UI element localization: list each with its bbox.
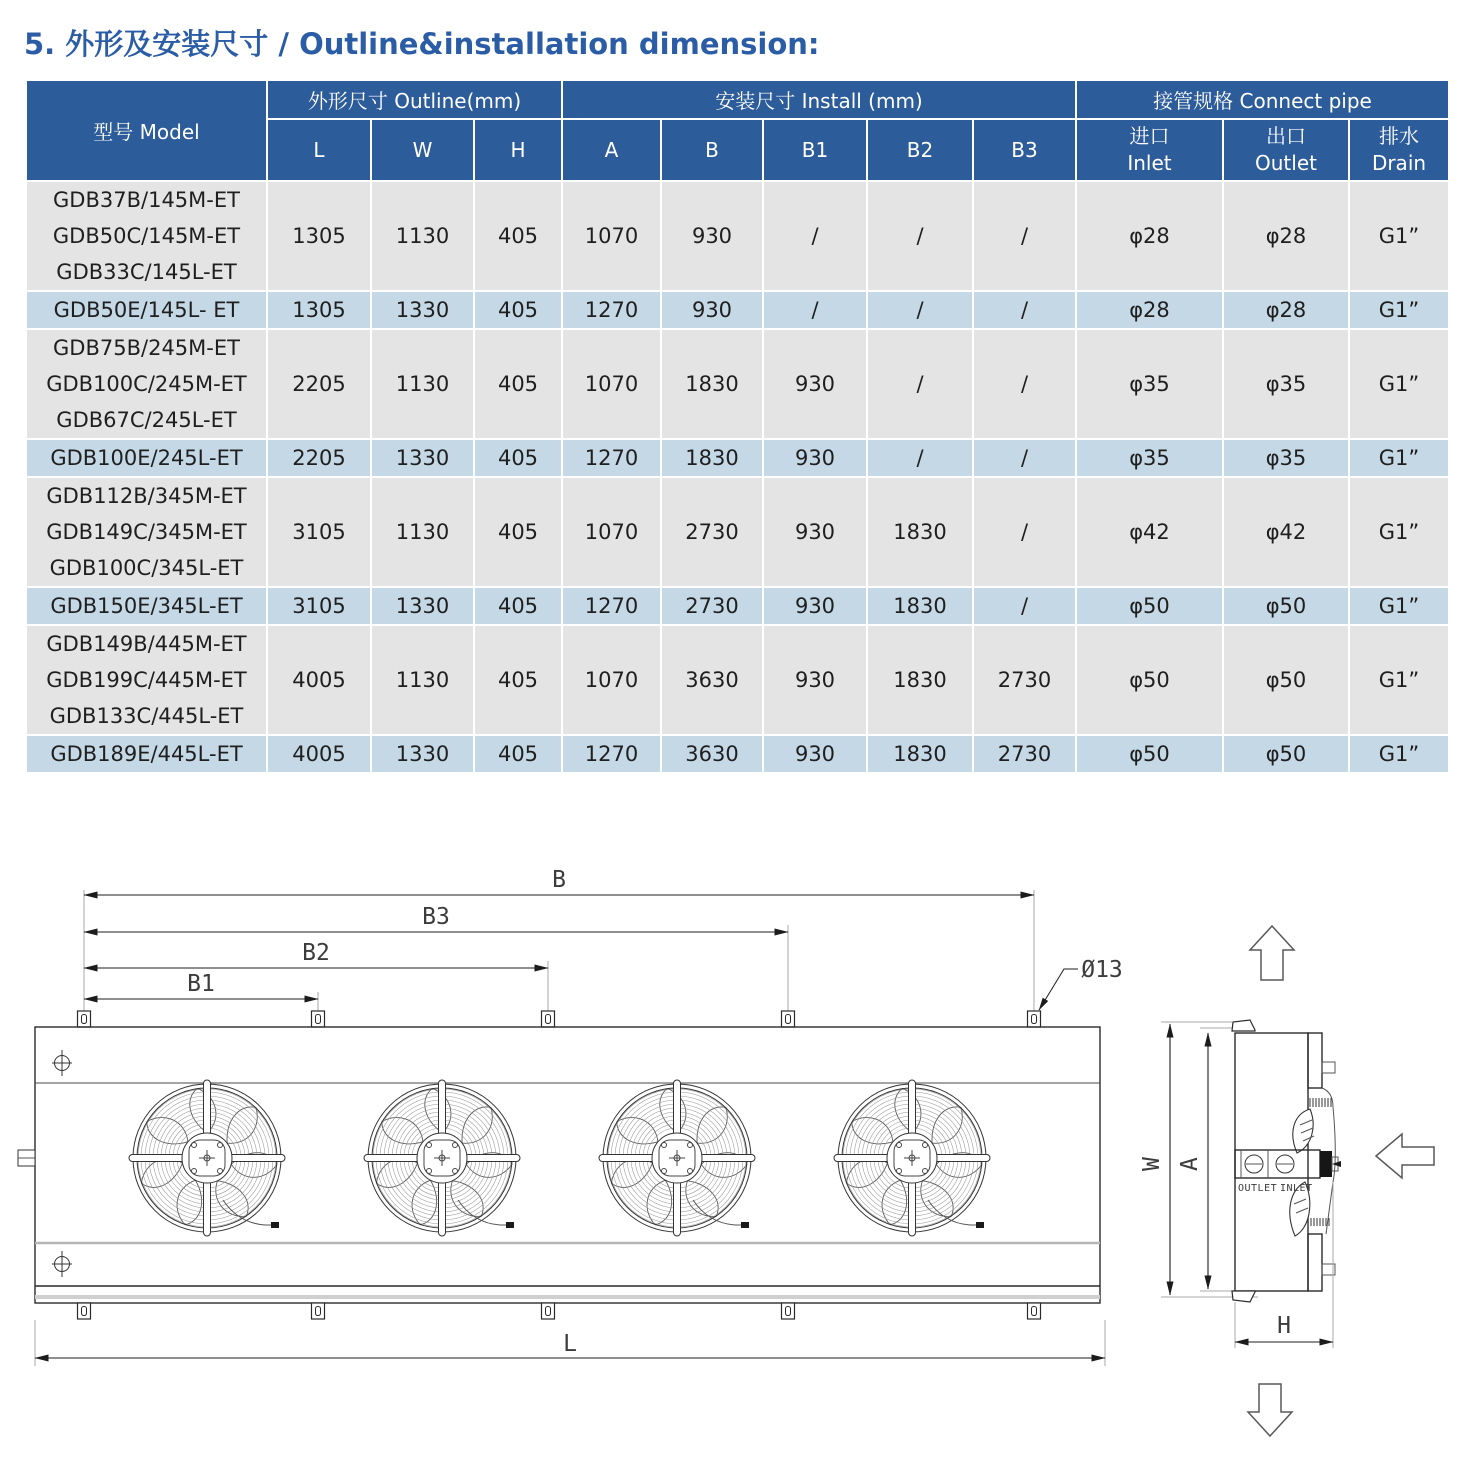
mounting-bracket <box>78 1303 91 1319</box>
value-cell: φ42 <box>1076 477 1223 587</box>
value-cell: 1270 <box>562 291 661 329</box>
shroud-hatch-top <box>1310 1098 1331 1107</box>
value-cell: 1070 <box>562 181 661 291</box>
mounting-brackets-bottom <box>78 1303 1041 1319</box>
value-cell: G1” <box>1349 477 1449 587</box>
table-row <box>26 181 1449 291</box>
mounting-bracket <box>782 1011 795 1027</box>
value-cell: G1” <box>1349 587 1449 625</box>
header-pipe-group: 接管规格 Connect pipe <box>1076 80 1449 119</box>
table-row <box>26 735 1449 773</box>
value-cell: / <box>867 439 973 477</box>
table-row <box>26 291 1449 329</box>
value-cell: φ50 <box>1076 735 1223 773</box>
h-dimension <box>1235 1182 1333 1348</box>
model-cell: GDB50E/145L- ET <box>26 291 267 329</box>
table-row <box>26 329 1449 439</box>
centerline-mark <box>52 1050 72 1076</box>
outlet-label: OUTLET <box>1238 1183 1278 1194</box>
header-col-outlet <box>1223 119 1349 181</box>
value-cell: 1130 <box>371 329 474 439</box>
value-cell: 1830 <box>661 439 763 477</box>
value-cell: / <box>763 291 867 329</box>
header-install-group: 安装尺寸 Install (mm) <box>562 80 1076 119</box>
value-cell: 3630 <box>661 625 763 735</box>
value-cell: / <box>973 329 1076 439</box>
value-cell: φ28 <box>1223 291 1349 329</box>
header-drain-en: Drain <box>1371 151 1427 175</box>
header-col-b2: B2 <box>867 119 973 181</box>
value-cell: 930 <box>661 181 763 291</box>
value-cell: 1270 <box>562 735 661 773</box>
value-cell: / <box>763 181 867 291</box>
fan-front <box>364 1080 520 1236</box>
value-cell: 1330 <box>371 439 474 477</box>
model-cell: GDB149B/445M-ET GDB199C/445M-ET GDB133C/445L-ET <box>26 625 267 735</box>
value-cell: 405 <box>474 477 562 587</box>
value-cell: / <box>973 439 1076 477</box>
value-cell: / <box>867 329 973 439</box>
value-cell: G1” <box>1349 735 1449 773</box>
model-cell: GDB150E/345L-ET <box>26 587 267 625</box>
header-inlet-zh: 进口 <box>1129 124 1170 148</box>
value-cell: 2730 <box>661 587 763 625</box>
value-cell: / <box>867 291 973 329</box>
mounting-bracket <box>78 1011 91 1027</box>
header-outlet-zh: 出口 <box>1266 124 1306 148</box>
value-cell: 1070 <box>562 477 661 587</box>
value-cell: 930 <box>763 735 867 773</box>
hole-leader-line <box>1039 969 1078 1010</box>
value-cell: 3630 <box>661 735 763 773</box>
centerline-mark <box>52 1251 72 1277</box>
top-flap <box>1232 1020 1255 1031</box>
dim-label-b1: B1 <box>187 971 215 997</box>
header-model: 型号 Model <box>26 80 267 181</box>
hole-diameter-note: Ø13 <box>1081 957 1123 983</box>
technical-drawing <box>0 820 1469 1457</box>
value-cell: 1330 <box>371 587 474 625</box>
table-row <box>26 587 1449 625</box>
value-cell: 2730 <box>973 625 1076 735</box>
header-col-h: H <box>474 119 562 181</box>
value-cell: 1070 <box>562 625 661 735</box>
shroud-hatch-bottom <box>1308 1218 1329 1226</box>
mounting-bracket <box>312 1011 325 1027</box>
header-col-w: W <box>371 119 474 181</box>
value-cell: φ50 <box>1223 587 1349 625</box>
value-cell: 1330 <box>371 735 474 773</box>
value-cell: φ28 <box>1076 291 1223 329</box>
dim-label-a: A <box>1177 1157 1203 1171</box>
airflow-up-arrow <box>1250 926 1294 980</box>
table-row <box>26 477 1449 587</box>
value-cell: φ50 <box>1223 625 1349 735</box>
value-cell: 1070 <box>562 329 661 439</box>
dim-label-b3: B3 <box>422 904 450 930</box>
header-drain-zh: 排水 <box>1379 124 1419 148</box>
model-cell: GDB189E/445L-ET <box>26 735 267 773</box>
value-cell: G1” <box>1349 439 1449 477</box>
value-cell: 930 <box>763 625 867 735</box>
fan-motor <box>1320 1151 1332 1177</box>
value-cell: 930 <box>763 477 867 587</box>
value-cell: 405 <box>474 181 562 291</box>
mounting-bracket <box>1028 1303 1041 1319</box>
model-cell: GDB37B/145M-ET GDB50C/145M-ET GDB33C/145L-ET <box>26 181 267 291</box>
header-col-drain <box>1349 119 1449 181</box>
value-cell: 3105 <box>267 587 371 625</box>
value-cell: φ35 <box>1223 439 1349 477</box>
value-cell: 1830 <box>867 625 973 735</box>
value-cell: φ35 <box>1223 329 1349 439</box>
fan-front <box>599 1080 755 1236</box>
dim-label-h: H <box>1277 1313 1291 1339</box>
airflow-down-arrow <box>1248 1384 1292 1436</box>
value-cell: 4005 <box>267 735 371 773</box>
unit-side-profile <box>1232 1020 1341 1302</box>
header-inlet-en: Inlet <box>1127 151 1172 175</box>
dim-label-l: L <box>563 1331 577 1357</box>
value-cell: G1” <box>1349 625 1449 735</box>
value-cell: 1830 <box>867 735 973 773</box>
value-cell: 930 <box>661 291 763 329</box>
model-cell: GDB100E/245L-ET <box>26 439 267 477</box>
header-outlet-en: Outlet <box>1255 151 1317 175</box>
dim-label-w: W <box>1139 1157 1165 1171</box>
header-col-b1: B1 <box>763 119 867 181</box>
model-cell: GDB112B/345M-ET GDB149C/345M-ET GDB100C/345L-ET <box>26 477 267 587</box>
value-cell: G1” <box>1349 291 1449 329</box>
value-cell: / <box>973 587 1076 625</box>
page-title: 5. 外形及安装尺寸 / Outline&installation dimension: <box>24 27 820 61</box>
value-cell: 1830 <box>661 329 763 439</box>
value-cell: 405 <box>474 291 562 329</box>
value-cell: 1130 <box>371 625 474 735</box>
value-cell: 1305 <box>267 181 371 291</box>
value-cell: φ28 <box>1223 181 1349 291</box>
table-row <box>26 439 1449 477</box>
model-cell: GDB75B/245M-ET GDB100C/245M-ET GDB67C/245L-ET <box>26 329 267 439</box>
value-cell: 405 <box>474 587 562 625</box>
table-row <box>26 625 1449 735</box>
value-cell: / <box>973 477 1076 587</box>
value-cell: 930 <box>763 439 867 477</box>
side-view <box>1139 926 1434 1436</box>
value-cell: φ50 <box>1076 625 1223 735</box>
value-cell: 2730 <box>661 477 763 587</box>
value-cell: φ35 <box>1076 329 1223 439</box>
side-dimensions <box>1139 1022 1258 1297</box>
value-cell: 405 <box>474 439 562 477</box>
value-cell: 1270 <box>562 587 661 625</box>
dim-label-b2: B2 <box>302 940 330 966</box>
value-cell: 405 <box>474 735 562 773</box>
header-col-l: L <box>267 119 371 181</box>
value-cell: φ50 <box>1076 587 1223 625</box>
mounting-bracket <box>542 1011 555 1027</box>
value-cell: 2730 <box>973 735 1076 773</box>
value-cell: φ35 <box>1076 439 1223 477</box>
header-col-b: B <box>661 119 763 181</box>
value-cell: / <box>973 181 1076 291</box>
header-outline-group: 外形尺寸 Outline(mm) <box>267 80 562 119</box>
value-cell: 2205 <box>267 329 371 439</box>
fan-front <box>834 1080 990 1236</box>
value-cell: φ28 <box>1076 181 1223 291</box>
dimension-table <box>25 79 1450 774</box>
value-cell: 1130 <box>371 477 474 587</box>
value-cell: 1270 <box>562 439 661 477</box>
header-col-a: A <box>562 119 661 181</box>
header-col-b3: B3 <box>973 119 1076 181</box>
mounting-brackets-top <box>78 1011 1041 1027</box>
value-cell: 1830 <box>867 477 973 587</box>
value-cell: / <box>973 291 1076 329</box>
mounting-bracket <box>542 1303 555 1319</box>
inlet-label: INLET <box>1280 1183 1313 1194</box>
value-cell: 4005 <box>267 625 371 735</box>
mounting-bracket <box>312 1303 325 1319</box>
value-cell: G1” <box>1349 181 1449 291</box>
fan-front <box>129 1080 285 1236</box>
header-col-inlet <box>1076 119 1223 181</box>
bottom-flap <box>1232 1291 1255 1302</box>
fan-blade-side <box>1293 1109 1313 1153</box>
value-cell: 930 <box>763 329 867 439</box>
value-cell: φ50 <box>1223 735 1349 773</box>
value-cell: / <box>867 181 973 291</box>
value-cell: 405 <box>474 625 562 735</box>
value-cell: 1305 <box>267 291 371 329</box>
value-cell: φ42 <box>1223 477 1349 587</box>
mounting-bracket <box>1028 1011 1041 1027</box>
mounting-bracket <box>782 1303 795 1319</box>
value-cell: 3105 <box>267 477 371 587</box>
value-cell: 1830 <box>867 587 973 625</box>
dim-label-b: B <box>552 867 566 893</box>
value-cell: 930 <box>763 587 867 625</box>
airflow-left-arrow <box>1376 1134 1434 1178</box>
value-cell: 1330 <box>371 291 474 329</box>
front-view <box>18 867 1123 1366</box>
value-cell: 2205 <box>267 439 371 477</box>
value-cell: 405 <box>474 329 562 439</box>
value-cell: 1130 <box>371 181 474 291</box>
value-cell: G1” <box>1349 329 1449 439</box>
